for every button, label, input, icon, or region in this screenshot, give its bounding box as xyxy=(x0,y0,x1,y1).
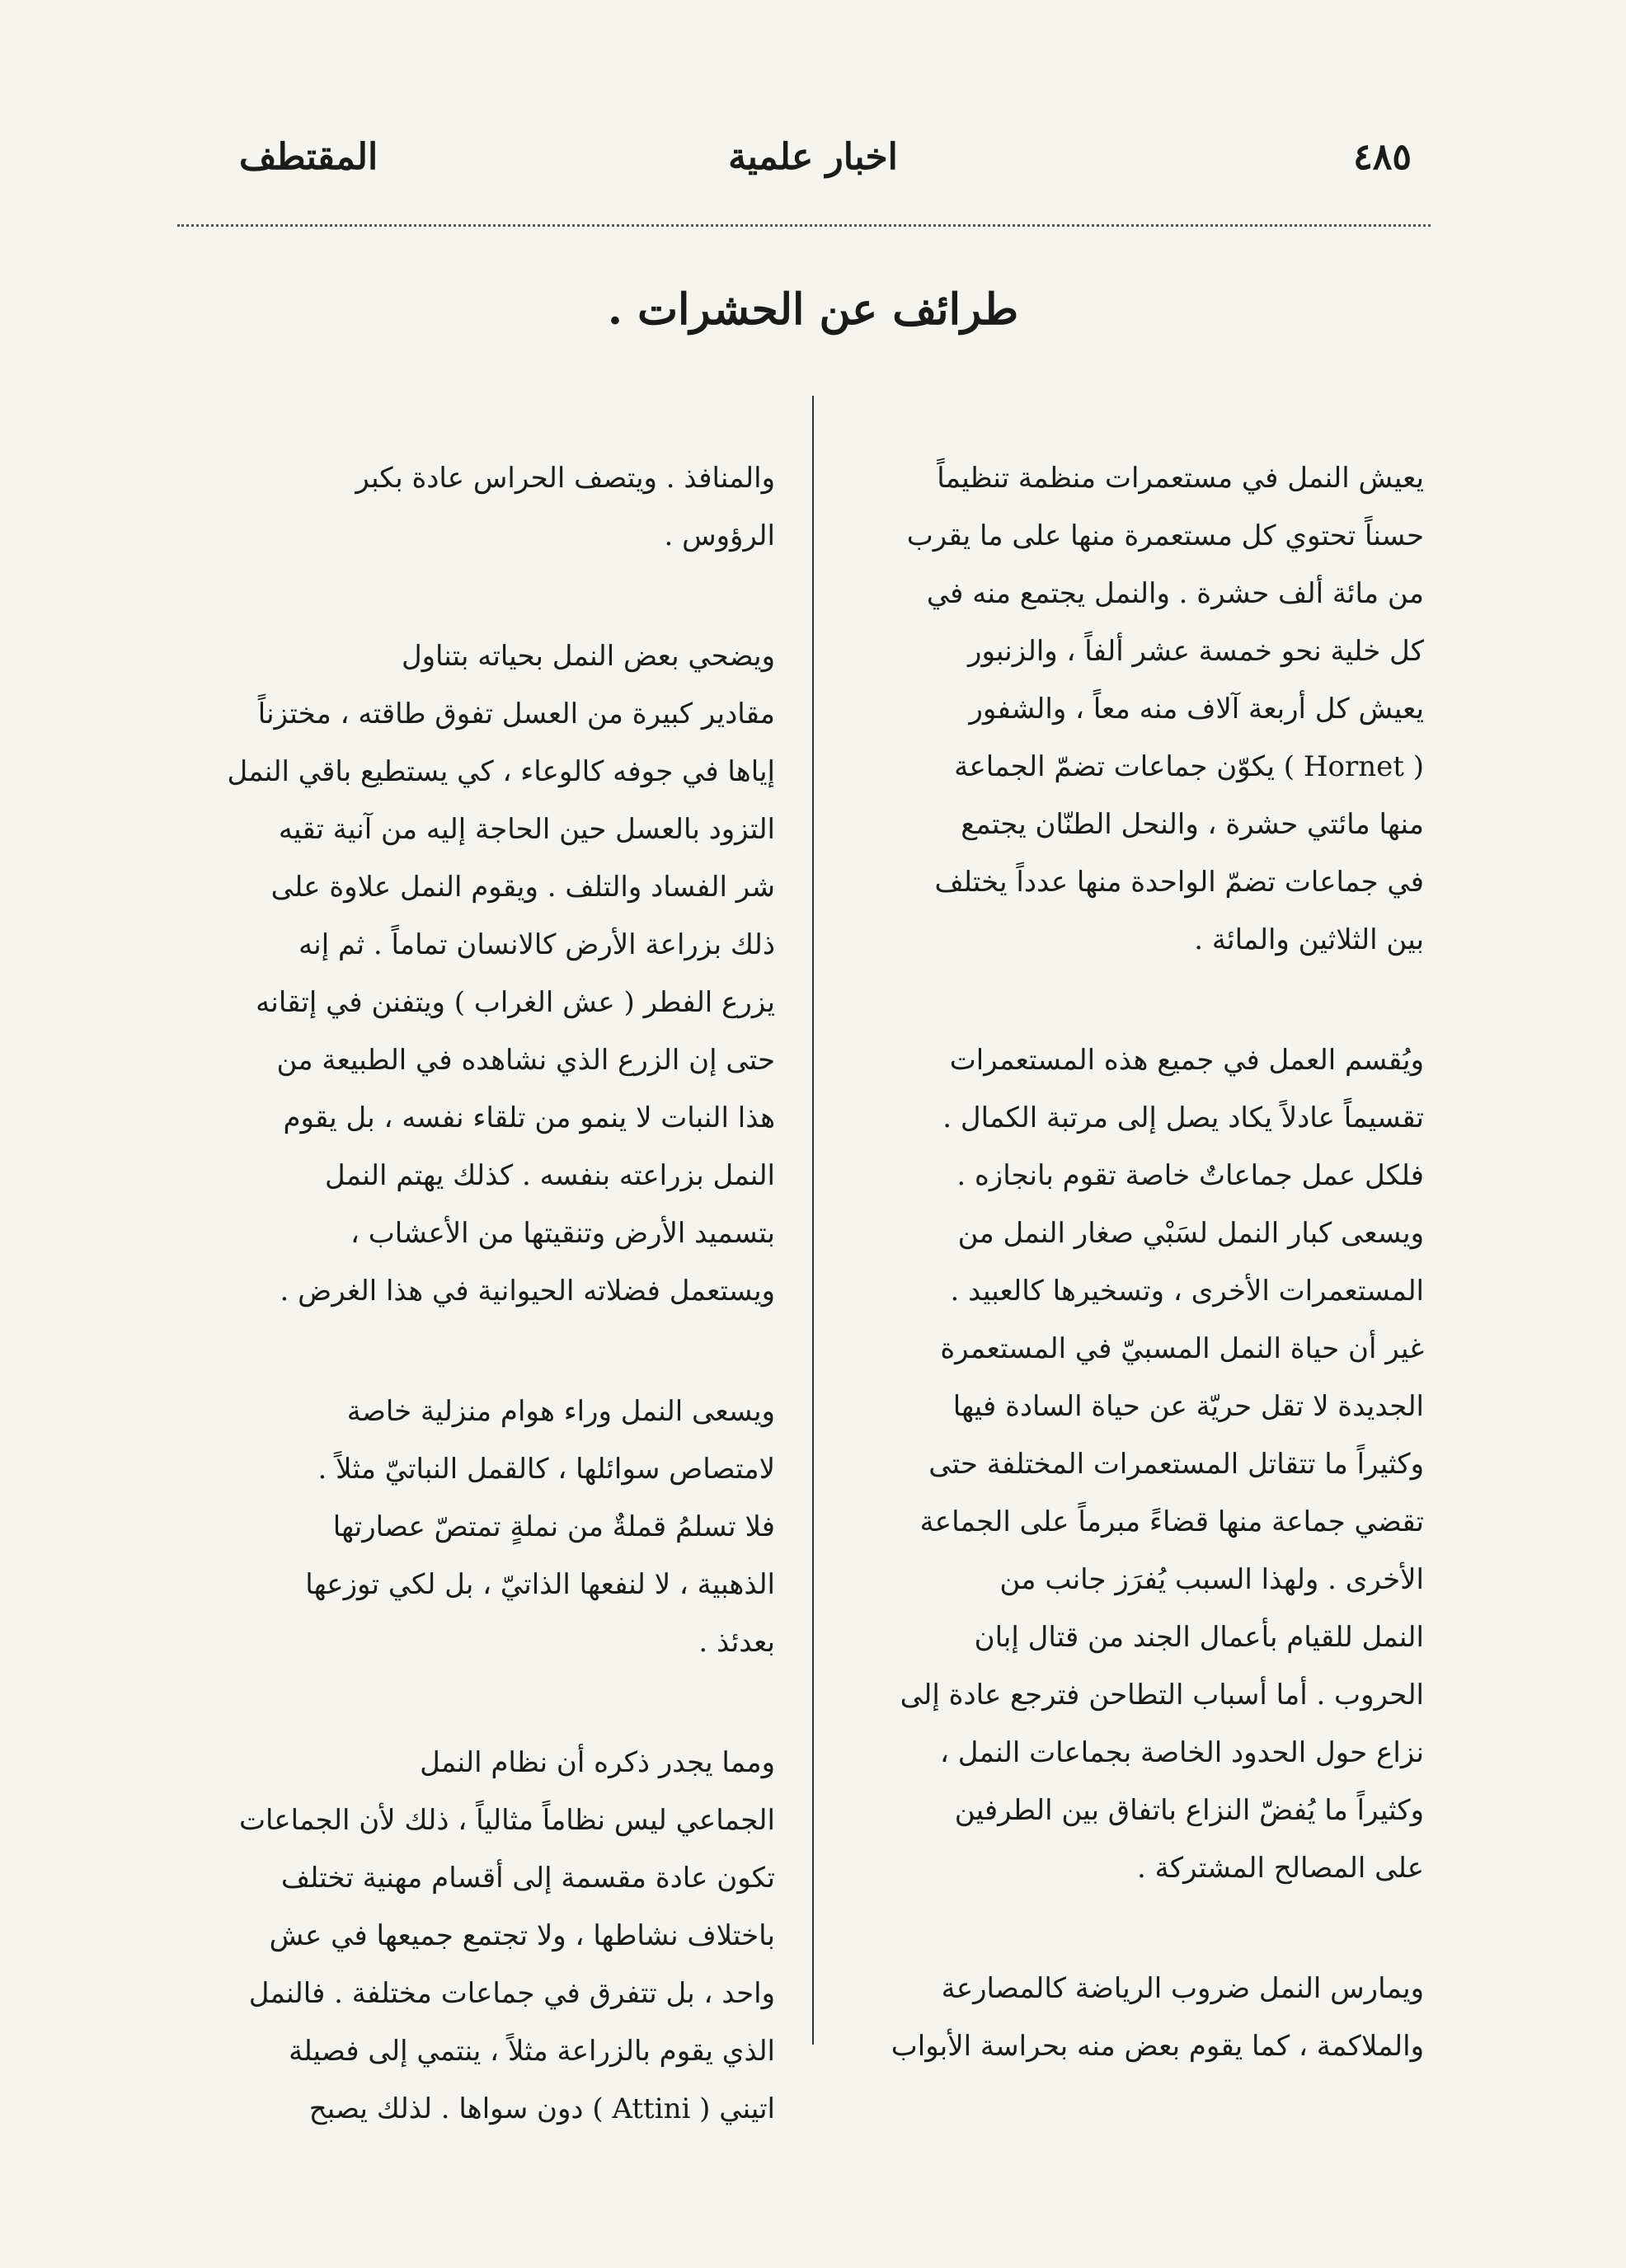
paragraph: ويمارس النمل ضروب الرياضة كالمصارعة والملاكمة ، كما يقوم بعض منه بحراسة الأبواب xyxy=(891,1972,1424,2063)
paragraph: يعيش النمل في مستعمرات منظمة تنظيماً حسناً تحتوي كل مستعمرة منها على ما يقرب من مائة ألف حشرة . والنمل يجتمع منه في كل خلية نحو خمسة عشر ألفاً ، والزنبور يعيش كل أربعة آلاف منه معاً ، والشفور ( Hornet ) يكوّن جماعات تضمّ الجماعة منها مائتي حشرة ، والنحل الطنّان يجتمع في جماعات تضمّ الواحدة منها عدداً يختلف بين الثلاثين والمائة . xyxy=(906,462,1424,956)
paragraph: ويُقسم العمل في جميع هذه المستعمرات تقسيماً عادلاً يكاد يصل إلى مرتبة الكمال . فلكل عمل جماعاتٌ خاصة تقوم بانجازه . ويسعى كبار النمل لسَبْي صغار النمل من المستعمرات الأخرى ، وتسخيرها كالعبيد . غير أن حياة النمل المسبيّ في المستعمرة الجديدة لا تقل حريّة عن حياة السادة فيها وكثيراً ما تتقاتل المستعمرات المختلفة حتى تقضي جماعة منها قضاءً مبرماً على الجماعة الأخرى . ولهذا السبب يُفرَز جانب من النمل للقيام بأعمال الجند من قتال إبان الحروب . أما أسباب التطاحن فترجع عادة إلى نزاع حول الحدود الخاصة بجماعات النمل ، وكثيراً ما يُفضّ النزاع باتفاق بين الطرفين على المصالح المشتركة . xyxy=(900,1044,1424,1885)
page-number: ٤٨٥ xyxy=(1353,136,1412,178)
paragraph: ويسعى النمل وراء هوام منزلية خاصة لامتصاص سوائلها ، كالقمل النباتيّ مثلاً . فلا تسلمُ قملةٌ من نملةٍ تمتصّ عصارتها الذهبية ، لا لنفعها الذاتيّ ، بل لكي توزعها بعدئذ . xyxy=(305,1395,775,1659)
header-rule xyxy=(177,224,1431,227)
paragraph: ومما يجدر ذكره أن نظام النمل الجماعي ليس نظاماً مثالياً ، ذلك لأن الجماعات تكون عادة مقسمة إلى أقسام مهنية تختلف باختلاف نشاطها ، ولا تجتمع جميعها في عش واحد ، بل تتفرق في جماعات مختلفة . فالنمل الذي يقوم بالزراعة مثلاً ، ينتمي إلى فصيلة اتيني ( Attini ) دون سواها . لذلك يصبح xyxy=(238,1746,775,2125)
article-title: طرائف عن الحشرات . xyxy=(607,284,1019,335)
journal-name: المقتطف xyxy=(239,136,378,178)
paragraph: ويضحي بعض النمل بحياته بتناول مقادير كبيرة من العسل تفوق طاقته ، مختزناً إياها في جوفه كالوعاء ، كي يستطيع باقي النمل التزود بالعسل حين الحاجة إليه من آنية تقيه شر الفساد والتلف . ويقوم النمل علاوة على ذلك بزراعة الأرض كالانسان تماماً . ثم إنه يزرع الفطر ( عش الغراب ) ويتفنن في إتقانه حتى إن الزرع الذي نشاهده في الطبيعة من هذا النبات لا ينمو من تلقاء نفسه ، بل يقوم النمل بزراعته بنفسه . كذلك يهتم النمل بتسميد الأرض وتنقيتها من الأعشاب ، ويستعمل فضلاته الحيوانية في هذا الغرض . xyxy=(227,640,775,1308)
right-column xyxy=(859,392,1424,2138)
section-title: اخبار علمية xyxy=(728,136,898,178)
running-head xyxy=(0,136,1626,202)
left-column xyxy=(210,392,775,2200)
column-divider xyxy=(812,396,814,2045)
paragraph: والمنافذ . ويتصف الحراس عادة بكبر الرؤوس . xyxy=(355,462,775,552)
